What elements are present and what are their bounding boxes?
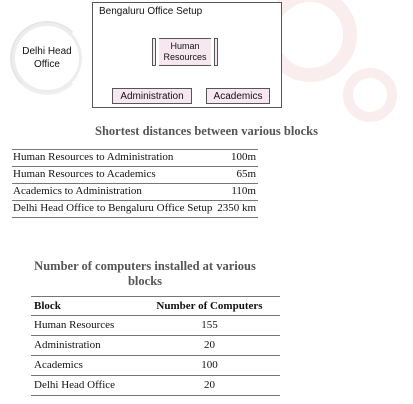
computer-count: 20	[140, 336, 280, 356]
computers-heading: Number of computers installed at various blocks	[34, 259, 256, 288]
academics-block: Academics	[206, 88, 270, 104]
distances-table	[12, 149, 258, 218]
distance-pair: Academics to Administration	[12, 184, 216, 201]
table-row	[31, 356, 280, 376]
distance-value: 110m	[216, 184, 258, 201]
table-row	[12, 167, 258, 184]
administration-block: Administration	[112, 88, 192, 104]
computers-table	[31, 296, 280, 396]
distance-pair: Human Resources to Administration	[12, 150, 216, 167]
distance-value: 65m	[216, 167, 258, 184]
distance-value: 100m	[216, 150, 258, 167]
table-row	[31, 316, 280, 336]
distances-heading: Shortest distances between various blocks	[95, 124, 318, 138]
table-row	[12, 201, 258, 218]
distance-pair: Delhi Head Office to Bengaluru Office Setup	[12, 201, 216, 218]
table-row	[12, 150, 258, 167]
table-row	[31, 336, 280, 356]
computer-count: 155	[140, 316, 280, 336]
bengaluru-office-box	[92, 2, 282, 108]
table-row	[12, 184, 258, 201]
table-row	[31, 376, 280, 396]
table-header-row	[31, 297, 280, 316]
delhi-head-office-label: Delhi Head Office	[22, 46, 72, 70]
block-name: Delhi Head Office	[31, 376, 140, 396]
computer-count: 100	[140, 356, 280, 376]
block-name: Human Resources	[31, 316, 140, 336]
distance-pair: Human Resources to Academics	[12, 167, 216, 184]
block-name: Academics	[31, 356, 140, 376]
bengaluru-office-title: Bengaluru Office Setup	[99, 6, 203, 17]
human-resources-block	[152, 38, 218, 66]
block-name: Administration	[31, 336, 140, 356]
column-header-block: Block	[31, 297, 140, 316]
computer-count: 20	[140, 376, 280, 396]
human-resources-label: Human Resources	[163, 41, 207, 62]
column-header-count: Number of Computers	[140, 297, 280, 316]
delhi-head-office-node	[12, 23, 82, 93]
distance-value: 2350 km	[216, 201, 258, 218]
